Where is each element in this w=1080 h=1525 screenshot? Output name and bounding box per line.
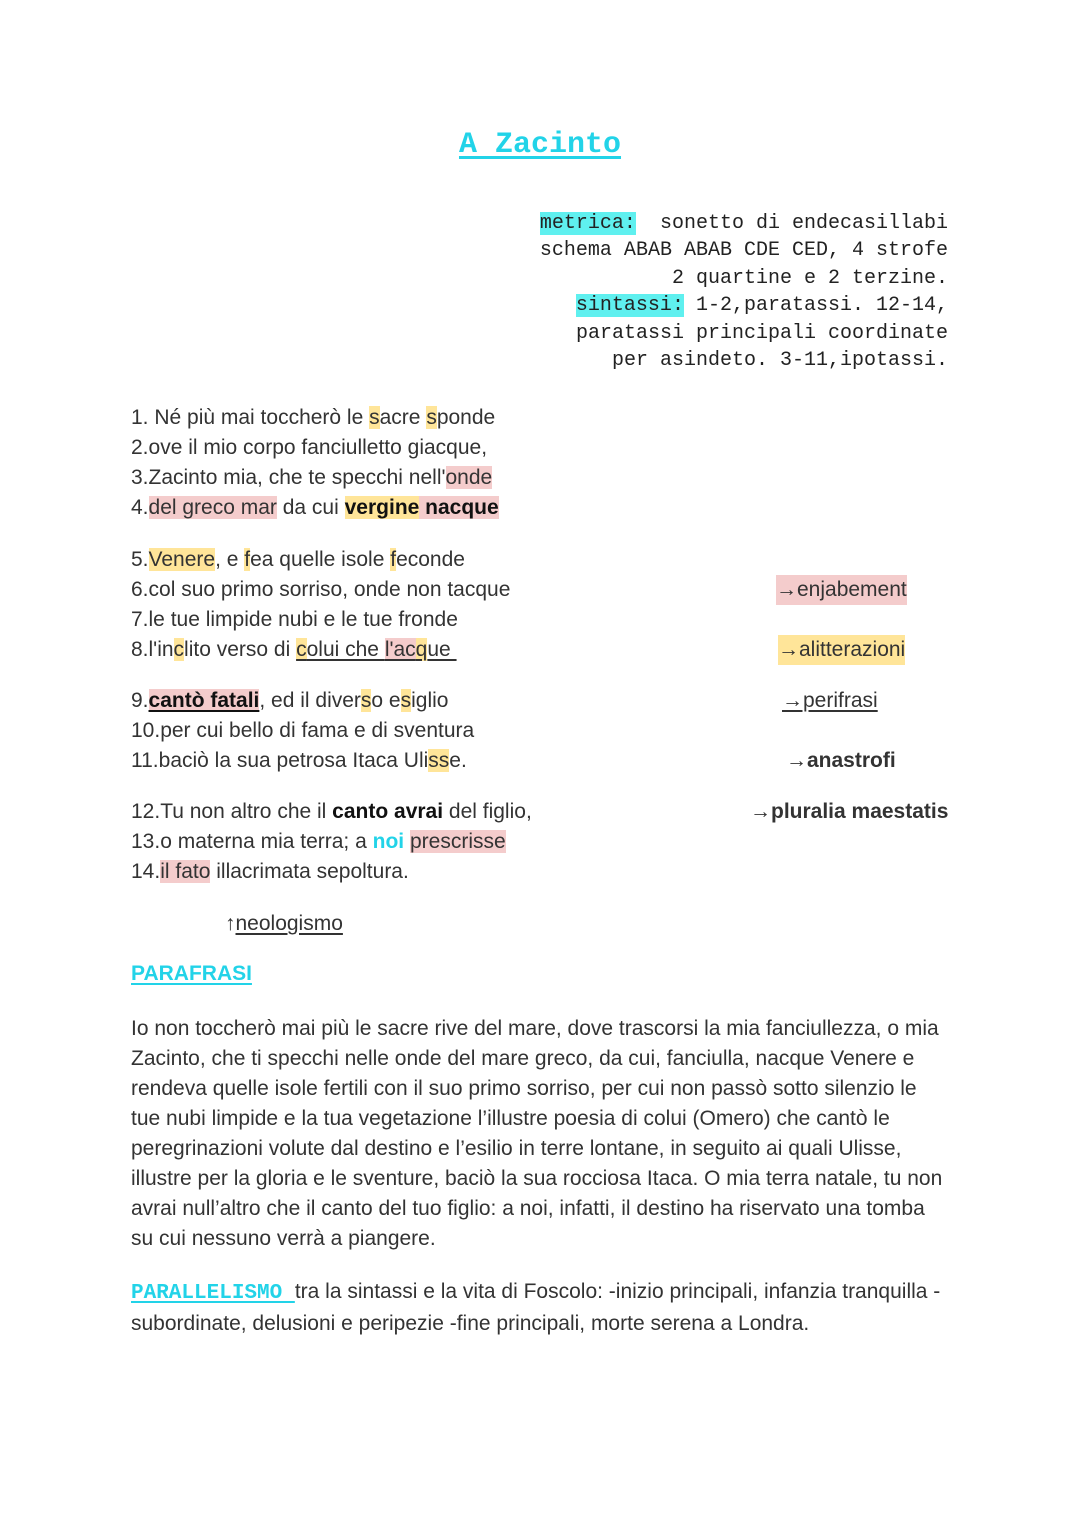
- parallelismo-text: tra la sintassi e la vita di Foscolo: -inizio principali, infanzia tranquilla -subordinate, delusioni e peripezie -fine principali, morte serena a Londra.: [131, 1280, 941, 1335]
- arrow-up-icon: ↑: [225, 912, 236, 935]
- poem-line-12: 12.Tu non altro che il canto avrai del figlio,: [131, 800, 532, 823]
- metrica-box: [540, 210, 948, 374]
- poem-line-3: 3.Zacinto mia, che te specchi nell'onde: [131, 466, 493, 489]
- poem-line-5: 5.Venere, e fea quelle isole feconde: [131, 548, 465, 571]
- poem-line-8: 8.l'inclito verso di colui che l'acque: [131, 638, 457, 661]
- poem-line-13: 13.o materna mia terra; a noi prescrisse: [131, 830, 506, 853]
- neologismo-label: neologismo: [235, 912, 343, 935]
- parafrasi-heading: PARAFRASI: [131, 962, 252, 985]
- metrica-line-1: sonetto di endecasillabi: [635, 212, 948, 235]
- note-alitterazioni: →alitterazioni: [778, 635, 905, 665]
- sintassi-label: sintassi:: [575, 294, 684, 318]
- metrica-line-6: per asindeto. 3-11,ipotassi.: [611, 349, 948, 373]
- note-enjabement: →enjabement: [776, 575, 907, 605]
- poem-line-1: 1. Né più mai toccherò le sacre sponde: [131, 406, 496, 429]
- metrica-line-4: 1-2,paratassi. 12-14,: [683, 294, 948, 318]
- poem-line-7: 7.le tue limpide nubi e le tue fronde: [131, 608, 458, 631]
- note-anastrofi: →anastrofi: [786, 749, 896, 772]
- poem-line-2: 2.ove il mio corpo fanciulletto giacque,: [131, 436, 488, 459]
- poem-line-9: 9.cantò fatali, ed il diverso esiglio: [131, 689, 449, 712]
- metrica-line-2: schema ABAB ABAB CDE CED, 4 strofe: [539, 239, 948, 263]
- metrica-line-3: 2 quartine e 2 terzine.: [671, 266, 948, 290]
- poem-line-4: 4.del greco mar da cui vergine nacque: [131, 496, 499, 519]
- poem-line-14: 14.il fato illacrimata sepoltura.: [131, 860, 409, 883]
- metrica-line-5: paratassi principali coordinate: [575, 321, 948, 345]
- note-perifrasi: →perifrasi: [782, 689, 878, 712]
- poem-line-11: 11.baciò la sua petrosa Itaca Ulisse.: [131, 749, 467, 772]
- parafrasi-text: Io non toccherò mai più le sacre rive del mare, dove trascorsi la mia fanciullezza, o mia Zacinto, che ti specchi nelle onde del mare greco, da cui, fanciulla, nacque Venere e rendeva quelle isole fertili con il suo primo sorriso, per cui non passò sotto silenzio le tue nubi limpide e la tua vegetazione l’illustre poesia di colui (Omero) che cantò le peregrinazioni volute dal destino e l’esilio in terre lontane, in seguito ai quali Ulisse, illustre per la gloria e le sventure, baciò la sua rocciosa Itaca. O mia terra natale, tu non avrai null’altro che il canto del tuo figlio: a noi, infatti, il destino ha riservato una tomba su cui nessuno verrà a piangere.: [131, 1017, 943, 1250]
- poem-line-6: 6.col suo primo sorriso, onde non tacque: [131, 578, 511, 601]
- metrica-label: metrica:: [539, 212, 636, 235]
- parallelismo-heading: PARALLELISMO: [131, 1282, 295, 1305]
- note-neologismo: [225, 909, 343, 939]
- note-pluralia-maestatis: →pluralia maestatis: [750, 800, 949, 823]
- parallelismo-paragraph: [131, 1277, 951, 1339]
- page-title: A Zacinto: [458, 128, 622, 162]
- poem-line-10: 10.per cui bello di fama e di sventura: [131, 719, 475, 742]
